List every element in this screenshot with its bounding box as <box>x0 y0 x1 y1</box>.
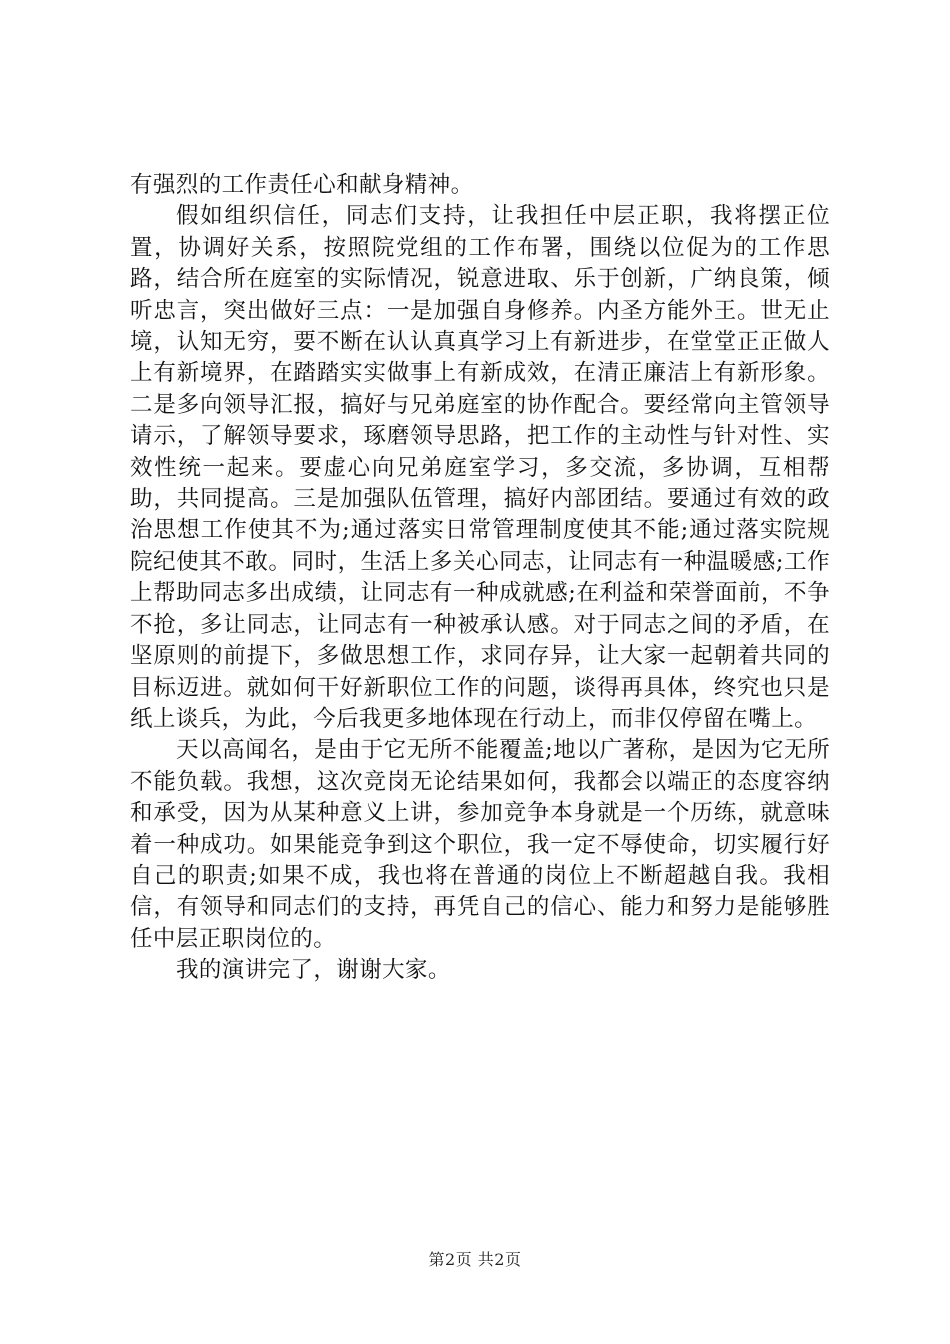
paragraph-continuation: 有强烈的工作责任心和献身精神。 <box>130 172 474 198</box>
paragraph-attitude: 天以高闻名，是由于它无所不能覆盖;地以广著称，是因为它无所不能负载。我想，这次竞岗无论结果如何，我都会以端正的态度容纳和承受，因为从某种意义上讲，参加竞争本身就是一个历练，就意味着一种成功。如果能竞争到这个职位，我一定不辱使命，切实履行好自己的职责;如果不成，我也将在普通的岗位上不断超越自我。我相信，有领导和同志们的支持，再凭自己的信心、能力和努力是能够胜任中层正职岗位的。 <box>130 737 830 952</box>
paragraph-closing: 我的演讲完了，谢谢大家。 <box>176 957 451 984</box>
page-footer: 第2页 共2页 <box>428 1250 522 1269</box>
document-body <box>130 170 830 987</box>
paragraph-plan: 假如组织信任，同志们支持，让我担任中层正职，我将摆正位置，协调好关系，按照院党组的工作布署，围绕以位促为的工作思路，结合所在庭室的实际情况，锐意进取、乐于创新，广纳良策，倾听忠言，突出做好三点：一是加强自身修养。内圣方能外王。世无止境，认知无穷，要不断在认认真真学习上有新进步，在堂堂正正做人上有新境界，在踏踏实实做事上有新成效，在清正廉洁上有新形象。二是多向领导汇报，搞好与兄弟庭室的协作配合。要经常向主管领导请示，了解领导要求，琢磨领导思路，把工作的主动性与针对性、实效性统一起来。要虚心向兄弟庭室学习，多交流，多协调，互相帮助，共同提高。三是加强队伍管理，搞好内部团结。要通过有效的政治思想工作使其不为;通过落实日常管理制度使其不能;通过落实院规院纪使其不敢。同时，生活上多关心同志，让同志有一种温暖感;工作上帮助同志多出成绩，让同志有一种成就感;在利益和荣誉面前，不争不抢，多让同志，让同志有一种被承认感。对于同志之间的矛盾，在坚原则的前提下，多做思想工作，求同存异，让大家一起朝着共同的目标迈进。就如何干好新职位工作的问题，谈得再具体，终究也只是纸上谈兵，为此，今后我更多地体现在行动上，而非仅停留在嘴上。 <box>130 203 830 732</box>
